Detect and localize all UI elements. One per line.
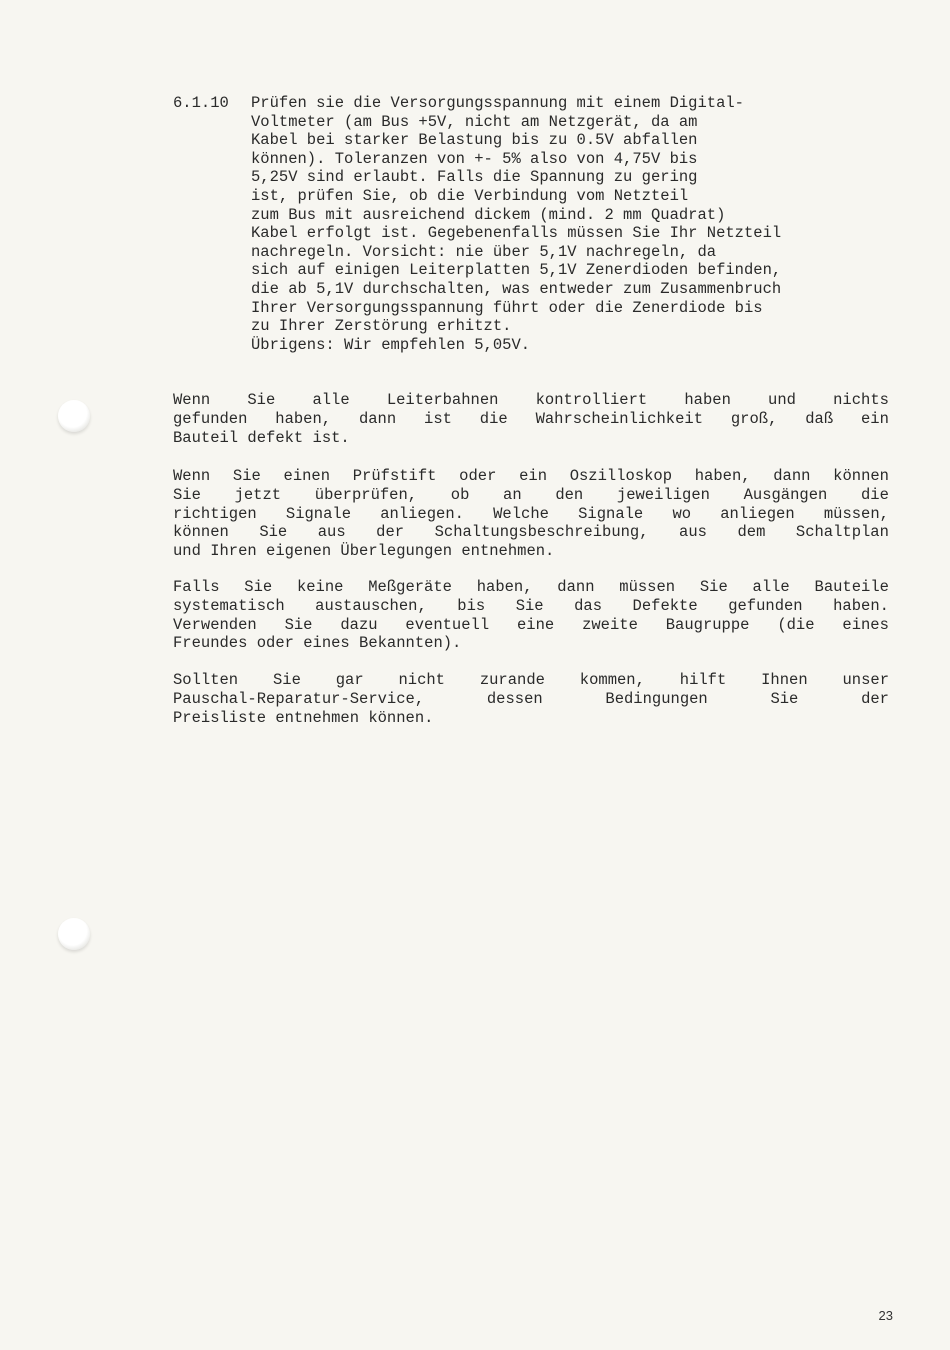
text-line: können Sie aus der Schaltungsbeschreibung, aus dem Schaltplan	[173, 523, 889, 542]
text-line: Prüfen sie die Versorgungsspannung mit einem Digital-	[251, 94, 744, 112]
text-line: Freundes oder eines Bekannten).	[173, 634, 462, 653]
text-line: Wenn Sie einen Prüfstift oder ein Oszilloskop haben, dann können	[173, 467, 889, 485]
text-line: zu Ihrer Zerstörung erhitzt.	[251, 317, 512, 336]
paragraph-no-instruments	[173, 578, 889, 653]
text-line: ist, prüfen Sie, ob die Verbindung vom Netzteil	[251, 186, 689, 205]
section-number: 6.1.10	[173, 94, 229, 112]
paragraph-check-traces	[173, 391, 889, 447]
text-line: Verwenden Sie dazu eventuell eine zweite Baugruppe (die eines	[173, 615, 889, 634]
section-body	[251, 94, 889, 354]
text-line: Pauschal-Reparatur-Service, dessen Bedingungen Sie der	[173, 689, 889, 708]
text-line: Kabel bei starker Belastung bis zu 0.5V abfallen	[251, 131, 698, 150]
text-line: Übrigens: Wir empfehlen 5,05V.	[251, 335, 531, 354]
text-line: und Ihren eigenen Überlegungen entnehmen.	[173, 542, 555, 561]
page-number: 23	[878, 1308, 893, 1323]
text-line: gefunden haben, dann ist die Wahrscheinlichkeit groß, daß ein	[173, 409, 889, 428]
paragraph-test-probe	[173, 467, 889, 561]
punch-hole	[58, 918, 90, 950]
text-line: Falls Sie keine Meßgeräte haben, dann müssen Sie alle Bauteile	[173, 578, 889, 596]
text-line: nachregeln. Vorsicht: nie über 5,1V nachregeln, da	[251, 242, 717, 261]
text-line: Wenn Sie alle Leiterbahnen kontrolliert haben und nichts	[173, 391, 889, 409]
text-line: Sie jetzt überprüfen, ob an den jeweiligen Ausgängen die	[173, 485, 889, 504]
text-line: zum Bus mit ausreichend dickem (mind. 2 mm Quadrat)	[251, 205, 726, 224]
text-line: Voltmeter (am Bus +5V, nicht am Netzgerät, da am	[251, 112, 698, 131]
text-line: systematisch austauschen, bis Sie das Defekte gefunden haben.	[173, 596, 889, 615]
text-line: Ihrer Versorgungsspannung führt oder die Zenerdiode bis	[251, 298, 763, 317]
text-line: sich auf einigen Leiterplatten 5,1V Zenerdioden befinden,	[251, 261, 782, 280]
punch-hole	[58, 400, 90, 432]
text-line: können). Toleranzen von +- 5% also von 4,75V bis	[251, 149, 698, 168]
text-line: 5,25V sind erlaubt. Falls die Spannung zu gering	[251, 168, 698, 187]
text-line: die ab 5,1V durchschalten, was entweder zum Zusammenbruch	[251, 279, 782, 298]
text-line: Bauteil defekt ist.	[173, 428, 350, 447]
section-6-1-10	[173, 94, 889, 354]
text-line: richtigen Signale anliegen. Welche Signale wo anliegen müssen,	[173, 504, 889, 523]
text-line: Sollten Sie gar nicht zurande kommen, hilft Ihnen unser	[173, 671, 889, 689]
text-line: Preisliste entnehmen können.	[173, 708, 434, 727]
text-line: Kabel erfolgt ist. Gegebenenfalls müssen Sie Ihr Netzteil	[251, 224, 782, 243]
paragraph-repair-service	[173, 671, 889, 727]
